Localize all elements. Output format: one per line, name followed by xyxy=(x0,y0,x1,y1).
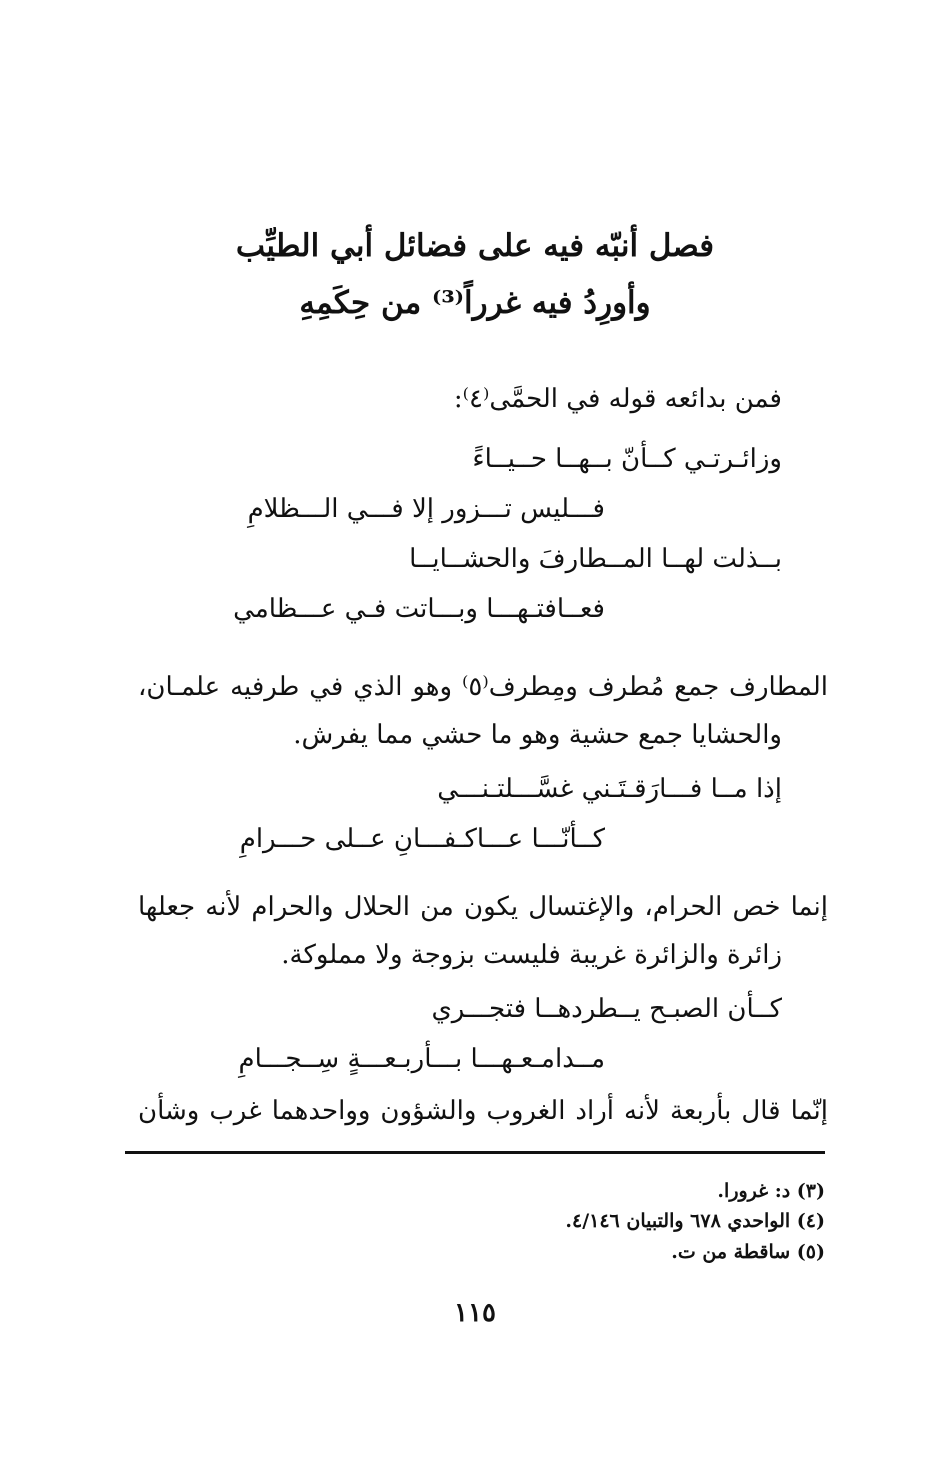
verse-1-hemistich-2: فـــليس تـــزور إلا فـــي الـــظلامِ xyxy=(247,494,605,524)
footnote-separator xyxy=(125,1151,825,1154)
footnote-5: (٥) ساقطة من ت. xyxy=(671,1241,825,1263)
commentary-2-line-2: زائرة والزائرة غريبة فليست بزوجة ولا مملوكة. xyxy=(281,940,782,970)
commentary-3-line-1: إنّما قال بأربعة لأنه أراد الغروب والشؤون وواحدهما غرب وشأن xyxy=(138,1096,828,1126)
commentary-1-line-2: والحشايا جمع حشية وهو ما حشي مما يفرش. xyxy=(293,720,782,750)
verse-4-hemistich-1: كــأن الصبـح يــطردهــا فتجـــري xyxy=(431,994,782,1024)
verse-1-hemistich-1: وزائـرتـي كــأنّ بــهــا حــيــاءً xyxy=(472,444,782,474)
verse-2-hemistich-2: فعــافتـهـــا وبـــاتت فـي عـــظامي xyxy=(233,594,605,624)
commentary-1-line-1: المطارف جمع مُطرف ومِطرف⁽٥⁾ وهو الذي في طرفيه علمـان، xyxy=(138,672,828,702)
verse-4-hemistich-2: مــدامـعـهـــا بـــأربـعـــةٍ سِــجـــامِ xyxy=(238,1044,605,1074)
verse-3-hemistich-2: كــأنّـــا عـــاكـفـــانِ عــلى حـــرامِ xyxy=(239,824,605,854)
footnote-4: (٤) الواحدي ٦٧٨ والتبيان ٤/١٤٦. xyxy=(565,1210,825,1232)
verse-2-hemistich-1: بــذلت لهــا المــطارفَ والحشــايــا xyxy=(409,544,782,574)
section-heading-line-2: وأورِدُ فيه غرراً⁽³⁾ من حِكَمِهِ xyxy=(299,285,651,321)
intro-text: فمن بدائعه قوله في الحمَّى⁽٤⁾: xyxy=(453,384,782,414)
verse-3-hemistich-1: إذا مــا فـــارَقـتَـني غسَّـــلتـنـــي xyxy=(437,774,782,804)
section-heading-line-1: فصل أنبّه فيه على فضائل أبي الطيِّب xyxy=(235,228,715,264)
footnote-3: (٣) د: غرورا. xyxy=(717,1180,825,1202)
commentary-2-line-1: إنما خص الحرام، والإغتسال يكون من الحلال والحرام لأنه جعلها xyxy=(138,892,828,922)
page-number: ١١٥ xyxy=(454,1298,496,1328)
